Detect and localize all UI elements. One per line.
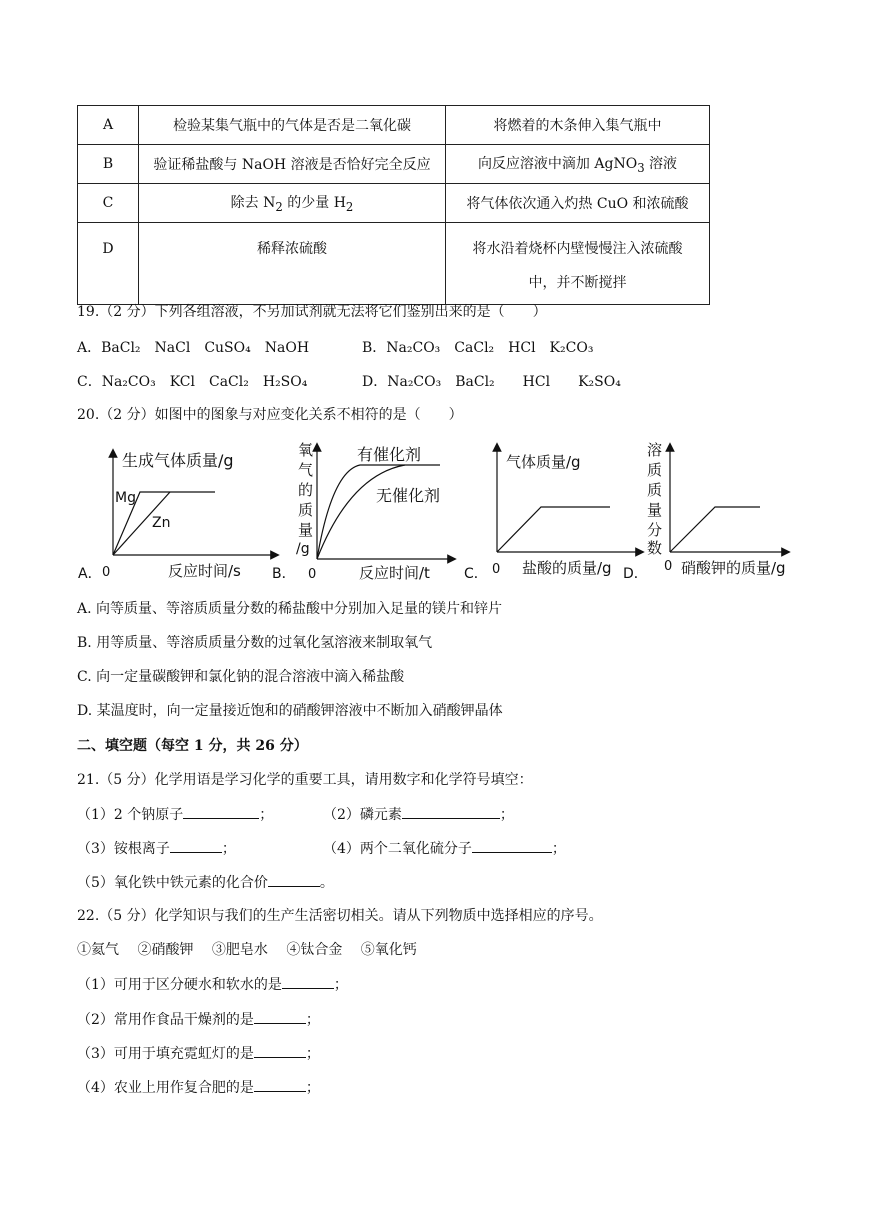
answer-blank[interactable] (254, 1008, 306, 1024)
graph-a-zn-label: Zn (152, 515, 171, 531)
graph-b-xlabel: 反应时间/t (359, 564, 430, 582)
q22-stem: 22.（5 分）化学知识与我们的生产生活密切相关。请从下列物质中选择相应的序号。 (77, 908, 603, 924)
row-goal: 验证稀盐酸与 NaOH 溶液是否恰好完全反应 (139, 145, 446, 184)
options-table (77, 105, 710, 305)
q20-graphs (70, 435, 800, 585)
answer-blank[interactable] (254, 1076, 306, 1092)
row-method: 将燃着的木条伸入集气瓶中 (446, 106, 710, 145)
q20-option-c: C. 向一定量碳酸钾和氯化钠的混合溶液中滴入稀盐酸 (77, 669, 405, 685)
graph-b-ylabel-0: 氧 (298, 441, 314, 459)
answer-blank[interactable] (402, 803, 500, 819)
row-letter: A (78, 106, 139, 145)
graph-d-ylabel-2: 质 (647, 481, 663, 499)
q22-part2: （2）常用作食品干燥剂的是 ； (77, 1008, 320, 1029)
graph-c-origin: 0 (492, 562, 501, 577)
graph-a-letter: A． (78, 566, 102, 582)
graph-d-line (670, 507, 760, 552)
row-method: 将气体依次通入灼热 CuO 和浓硫酸 (446, 184, 710, 223)
row-method: 将水沿着烧杯内壁慢慢注入浓硫酸 中，并不断搅拌 (446, 223, 710, 305)
q22-part3: （3）可用于填充霓虹灯的是 ； (77, 1042, 320, 1063)
q19-option-b: B．Na₂CO₃ CaCl₂ HCl K₂CO₃ (362, 340, 594, 356)
graph-c-letter: C． (464, 566, 488, 582)
graph-d-ylabel-0: 溶 (647, 441, 663, 459)
graph-d-ylabel-1: 质 (647, 461, 663, 479)
row-method: 向反应溶液中滴加 AgNO$_3$ 溶液 (446, 145, 710, 184)
q22-materials: ①氦气 ②硝酸钾 ③肥皂水 ④钛合金 ⑤氧化钙 (77, 942, 417, 958)
table-row (78, 106, 710, 145)
graph-b-nocatalyst-line (317, 465, 405, 559)
answer-blank[interactable] (472, 837, 552, 853)
graph-d (623, 441, 786, 582)
graph-c (464, 447, 640, 582)
graph-d-xlabel: 硝酸钾的质量/g (681, 559, 786, 577)
graph-d-ylabel-4: 分 (647, 521, 663, 539)
graph-d-letter: D． (623, 566, 648, 582)
graph-b-letter: B． (272, 566, 296, 582)
row-letter: D (78, 223, 139, 305)
graph-b-ylabel-1: 气 (298, 461, 314, 479)
q21-part1: （1）2 个钠原子 ； (77, 803, 273, 824)
q21-part2: （2）磷元素 ； (323, 803, 514, 824)
q22-part4: （4）农业上用作复合肥的是 ； (77, 1076, 320, 1097)
graph-b (272, 441, 452, 582)
answer-blank[interactable] (170, 837, 222, 853)
row-goal: 稀释浓硫酸 (139, 223, 446, 305)
q19-stem: 19.（2 分）下列各组溶液，不另加试剂就无法将它们鉴别出来的是（ ） (77, 304, 547, 320)
graph-b-origin: 0 (308, 567, 317, 582)
graph-b-catalyst-label: 有催化剂 (357, 445, 422, 464)
q20-option-d: D. 某温度时，向一定量接近饱和的硝酸钾溶液中不断加入硝酸钾晶体 (77, 703, 503, 719)
q21-part3: （3）铵根离子 ； (77, 837, 236, 858)
answer-blank[interactable] (282, 973, 334, 989)
q20-option-b: B. 用等质量、等溶质质量分数的过氧化氢溶液来制取氧气 (77, 635, 433, 651)
row-goal: 除去 $N_2$ 的少量 $H_2$ (139, 184, 446, 223)
q21-part5: （5）氧化铁中铁元素的化合价 。 (77, 871, 334, 892)
graph-a-xlabel: 反应时间/s (168, 562, 241, 580)
graph-c-xlabel: 盐酸的质量/g (522, 559, 612, 577)
graph-d-origin: 0 (664, 559, 673, 574)
answer-blank[interactable] (254, 1042, 306, 1058)
graph-a (78, 451, 275, 582)
table-row (78, 184, 710, 223)
graph-a-mg-label: Mg (115, 490, 136, 506)
graph-d-ylabel-3: 量 (647, 501, 663, 519)
graph-b-nocatalyst-label: 无催化剂 (376, 486, 441, 505)
q21-part4: （4）两个二氧化硫分子 ； (323, 837, 566, 858)
answer-blank[interactable] (183, 803, 259, 819)
graph-b-ylabel-4: 量 (298, 521, 314, 539)
q19-option-d: D．Na₂CO₃ BaCl₂ HCl K₂SO₄ (362, 374, 621, 390)
graph-a-ylabel: 生成气体质量/g (122, 451, 234, 470)
graph-c-line (497, 507, 610, 552)
graph-c-ylabel: 气体质量/g (506, 453, 581, 471)
row-letter: B (78, 145, 139, 184)
graph-b-catalyst-line (317, 465, 440, 559)
q19-option-c: C．Na₂CO₃ KCl CaCl₂ H₂SO₄ (77, 374, 308, 390)
q19-option-a: A．BaCl₂ NaCl CuSO₄ NaOH (77, 340, 310, 356)
graph-b-ylabel-2: 的 (298, 481, 314, 499)
section-title: 二、填空题（每空 1 分，共 26 分） (77, 738, 308, 754)
graph-a-origin: 0 (102, 565, 111, 580)
graph-b-ylabel-3: 质 (298, 501, 314, 519)
graph-d-ylabel-5: 数 (647, 539, 663, 557)
table-row (78, 145, 710, 184)
q22-part1: （1）可用于区分硬水和软水的是 ； (77, 973, 348, 994)
q20-stem: 20.（2 分）如图中的图象与对应变化关系不相符的是（ ） (77, 407, 463, 423)
row-letter: C (78, 184, 139, 223)
row-goal: 检验某集气瓶中的气体是否是二氧化碳 (139, 106, 446, 145)
answer-blank[interactable] (268, 871, 320, 887)
q20-option-a: A. 向等质量、等溶质质量分数的稀盐酸中分别加入足量的镁片和锌片 (77, 601, 503, 617)
table-row (78, 223, 710, 305)
graph-b-ylabel-5: /g (296, 541, 310, 557)
q21-stem: 21.（5 分）化学用语是学习化学的重要工具，请用数字和化学符号填空： (77, 772, 533, 788)
